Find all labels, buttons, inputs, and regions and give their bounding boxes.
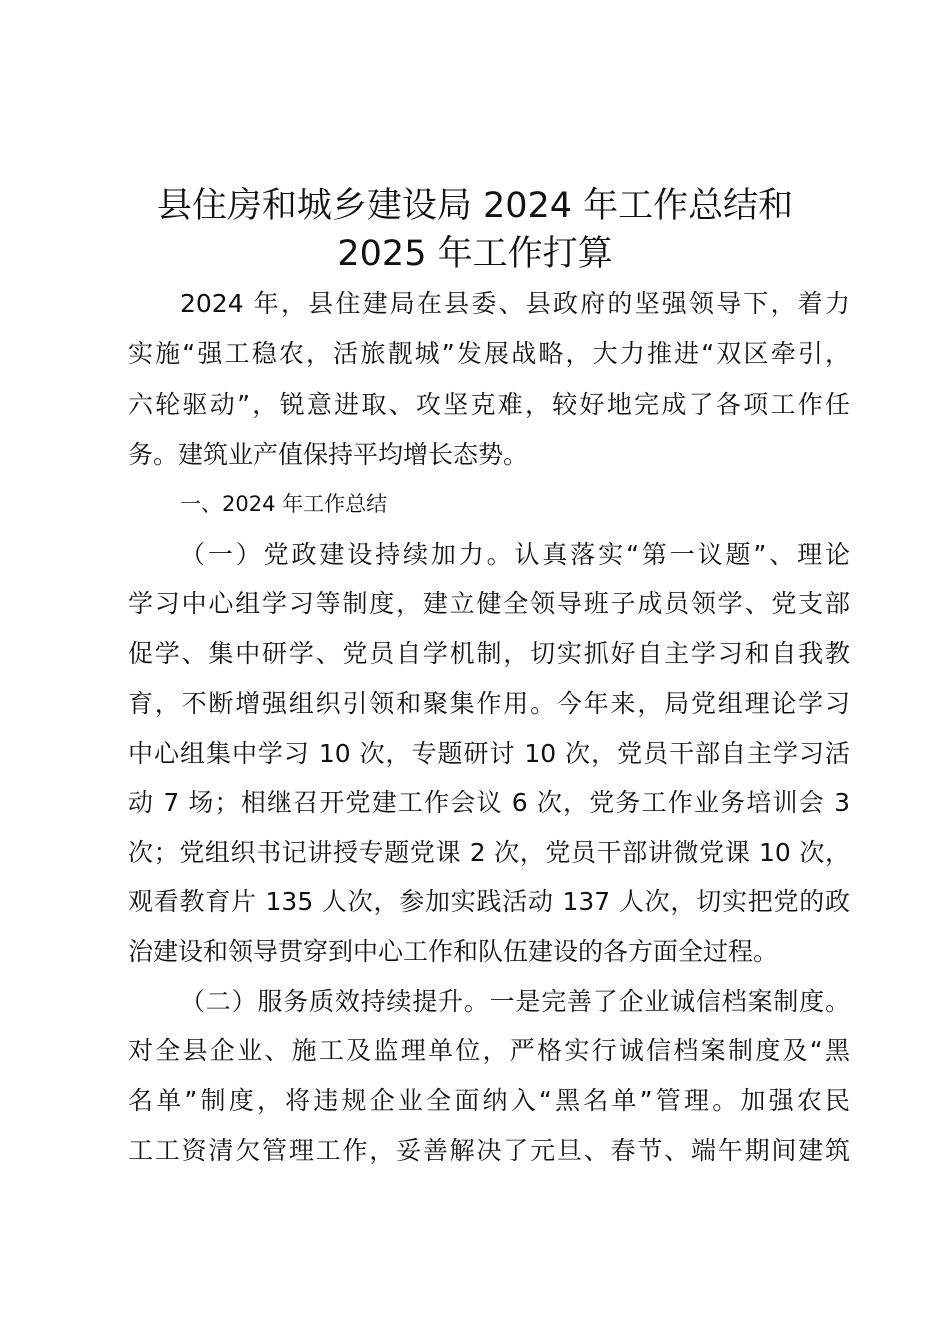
intro-line: 六轮驱动”，锐意进取、攻坚克难，较好地完成了各项工作任 — [128, 390, 850, 419]
paragraph-line: （二）服务质效持续提升。一是完善了企业诚信档案制度。 — [180, 987, 850, 1016]
section-heading: 一、2024 年工作总结 — [180, 492, 388, 516]
paragraph-line: 中心组集中学习 10 次，专题研讨 10 次，党员干部自主学习活 — [128, 739, 850, 768]
paragraph-line: 对全县企业、施工及监理单位，严格实行诚信档案制度及“黑 — [128, 1036, 850, 1065]
document-title-line-1: 县住房和城乡建设局 2024 年工作总结和 — [156, 186, 794, 226]
paragraph-line: 观看教育片 135 人次，参加实践活动 137 人次，切实把党的政 — [128, 887, 850, 916]
intro-line: 实施“强工稳农，活旅靓城”发展战略，大力推进“双区牵引， — [128, 339, 850, 368]
paragraph-line: 动 7 场；相继召开党建工作会议 6 次，党务工作业务培训会 3 — [128, 788, 850, 817]
paragraph-line: 工工资清欠管理工作，妥善解决了元旦、春节、端午期间建筑 — [128, 1136, 850, 1165]
intro-line: 2024 年，县住建局在县委、县政府的坚强领导下，着力 — [180, 289, 850, 318]
paragraph-line: 次；党组织书记讲授专题党课 2 次，党员干部讲微党课 10 次， — [128, 838, 850, 867]
paragraph-line: 学习中心组学习等制度，建立健全领导班子成员领学、党支部 — [128, 589, 850, 618]
paragraph-line: 促学、集中研学、党员自学机制，切实抓好自主学习和自我教 — [128, 639, 850, 668]
intro-line: 务。建筑业产值保持平均增长态势。 — [128, 440, 529, 469]
paragraph-line: （一）党政建设持续加力。认真落实“第一议题”、理论 — [180, 540, 850, 569]
paragraph-line: 治建设和领导贯穿到中心工作和队伍建设的各方面全过程。 — [128, 937, 779, 966]
paragraph-line: 育，不断增强组织引领和聚集作用。今年来，局党组理论学习 — [128, 689, 850, 718]
paragraph-line: 名单”制度，将违规企业全面纳入“黑名单”管理。加强农民 — [128, 1086, 850, 1115]
document-title-line-2: 2025 年工作打算 — [337, 234, 613, 274]
